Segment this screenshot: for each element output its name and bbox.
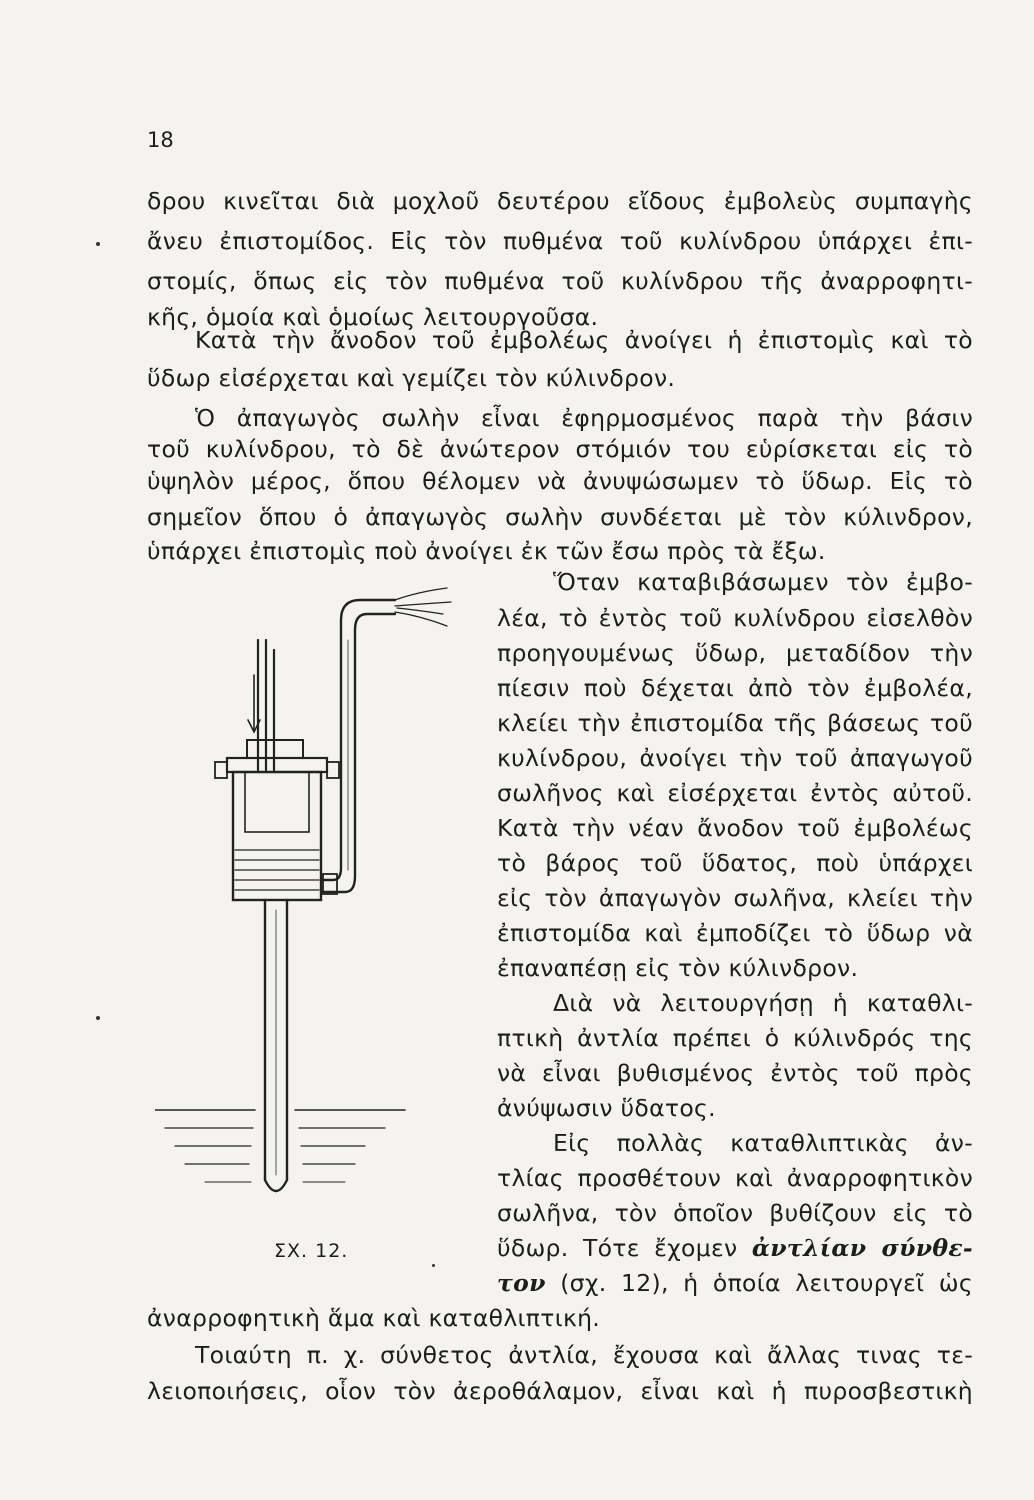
text-line: τλίας προσθέτουν καὶ ἀναρροφητικὸν (497, 1164, 973, 1192)
text-line: λέα, τὸ ἐντὸς τοῦ κυλίνδρου εἰσελθὸν (497, 604, 973, 632)
text-line: εἰς τὸν ἀπαγωγὸν σωλῆνα, κλείει τὴν (497, 884, 973, 912)
text-line: Διὰ νὰ λειτουργήσῃ ἡ καταθλι- (553, 989, 973, 1017)
text-line: σημεῖον ὅπου ὁ ἀπαγωγὸς σωλὴν συνδέεται μὲ τὸν κύλινδρον, (147, 503, 973, 531)
text-line: τὸ βάρος τοῦ ὕδατος, ποὺ ὑπάρχει (497, 849, 973, 877)
text-line: νὰ εἶναι βυθισμένος ἐντὸς τοῦ πρὸς (497, 1059, 973, 1087)
text-line: πτικὴ ἀντλία πρέπει ὁ κύλινδρός της (497, 1024, 973, 1052)
text-line: Κατὰ τὴν νέαν ἄνοδον τοῦ ἐμβολέως (497, 814, 973, 842)
delivery-pipe (321, 600, 395, 880)
text-line (497, 1268, 973, 1298)
text-line: προηγουμένως ὕδωρ, μεταδίδον τὴν (497, 639, 973, 667)
text-line: ἐπαναπέσῃ εἰς τὸν κύλινδρον. (497, 954, 859, 982)
text-line: Εἰς πολλὰς καταθλιπτικὰς ἀν- (553, 1129, 973, 1157)
text-line: τοῦ κυλίνδρου, τὸ δὲ ἀνώτερον στόμιόν του εὑρίσκεται εἰς τὸ (147, 435, 973, 463)
text-line: κλείει τὴν ἐπιστομίδα τῆς βάσεως τοῦ (497, 709, 973, 737)
text-fragment: ὕδωρ. Τότε ἔχομεν (497, 1234, 738, 1262)
page-number: 18 (147, 128, 174, 152)
text-line: ἄνευ ἐπιστομίδος. Εἰς τὸν πυθμένα τοῦ κυλίνδρου ὑπάρχει ἐπι- (147, 227, 973, 255)
text-line: ὕδωρ εἰσέρχεται καὶ γεμίζει τὸν κύλινδρον. (147, 364, 676, 392)
text-line: ἐπιστομίδα καὶ ἐμποδίζει τὸ ὕδωρ νὰ (497, 919, 973, 947)
text-line: Τοιαύτη π. χ. σύνθετος ἀντλία, ἔχουσα καὶ ἄλλας τινας τε- (195, 1341, 973, 1369)
text-line: ἀναρροφητικὴ ἅμα καὶ καταθλιπτική. (147, 1304, 601, 1332)
text-line: λειοποιήσεις, οἷον τὸν ἀεροθάλαμον, εἶναι καὶ ἡ πυροσβεστικὴ (147, 1377, 973, 1405)
text-line: ὑψηλὸν μέρος, ὅπου θέλομεν νὰ ἀνυψώσωμεν τὸ ὕδωρ. Εἰς τὸ (147, 467, 973, 495)
text-line: σωλῆνα, τὸν ὁποῖον βυθίζουν εἰς τὸ (497, 1199, 973, 1227)
print-speck (96, 1016, 100, 1020)
emphasis-term: τον (497, 1269, 546, 1297)
text-line: πίεσιν ποὺ δέχεται ἀπὸ τὸν ἐμβολέα, (497, 674, 973, 702)
pump-illustration (155, 580, 485, 1200)
text-line: κῆς, ὁμοία καὶ ὁμοίως λειτουργοῦσα. (147, 303, 599, 331)
cylinder-cap (227, 758, 327, 772)
text-line: ἀνύψωσιν ὕδατος. (497, 1094, 716, 1122)
water-spray (395, 588, 447, 600)
text-line: Ὁ ἀπαγωγὸς σωλὴν εἶναι ἐφηρμοσμένος παρὰ τὴν βάσιν (195, 404, 973, 432)
pump-cylinder (233, 772, 321, 900)
print-speck (432, 1264, 435, 1267)
text-line: Ὅταν καταβιβάσωμεν τὸν ἐμβο- (553, 568, 973, 596)
text-line: ὑπάρχει ἐπιστομὶς ποὺ ἀνοίγει ἐκ τῶν ἔσω πρὸς τὰ ἔξω. (147, 537, 826, 565)
figure-caption: ΣΧ. 12. (274, 1240, 349, 1262)
text-line: στομίς, ὅπως εἰς τὸν πυθμένα τοῦ κυλίνδρου τῆς ἀναρροφητι- (147, 267, 973, 295)
piston (245, 772, 309, 832)
emphasis-term: ἀντλίαν σύνθε- (751, 1234, 973, 1262)
text-line: δρου κινεῖται διὰ μοχλοῦ δευτέρου εἴδους ἐμβολεὺς συμπαγὴς (147, 187, 973, 215)
text-line: σωλῆνος καὶ εἰσέρχεται ἐντὸς αὐτοῦ. (497, 779, 973, 807)
print-speck (96, 242, 100, 246)
text-line: Κατὰ τὴν ἄνοδον τοῦ ἐμβολέως ἀνοίγει ἡ ἐπιστομὶς καὶ τὸ (195, 326, 973, 354)
text-line: κυλίνδρου, ἀνοίγει τὴν τοῦ ἀπαγωγοῦ (497, 744, 973, 772)
text-line (497, 1233, 973, 1263)
text-fragment: (σχ. 12), ἡ ὁποία λειτουργεῖ ὡς (560, 1269, 973, 1297)
